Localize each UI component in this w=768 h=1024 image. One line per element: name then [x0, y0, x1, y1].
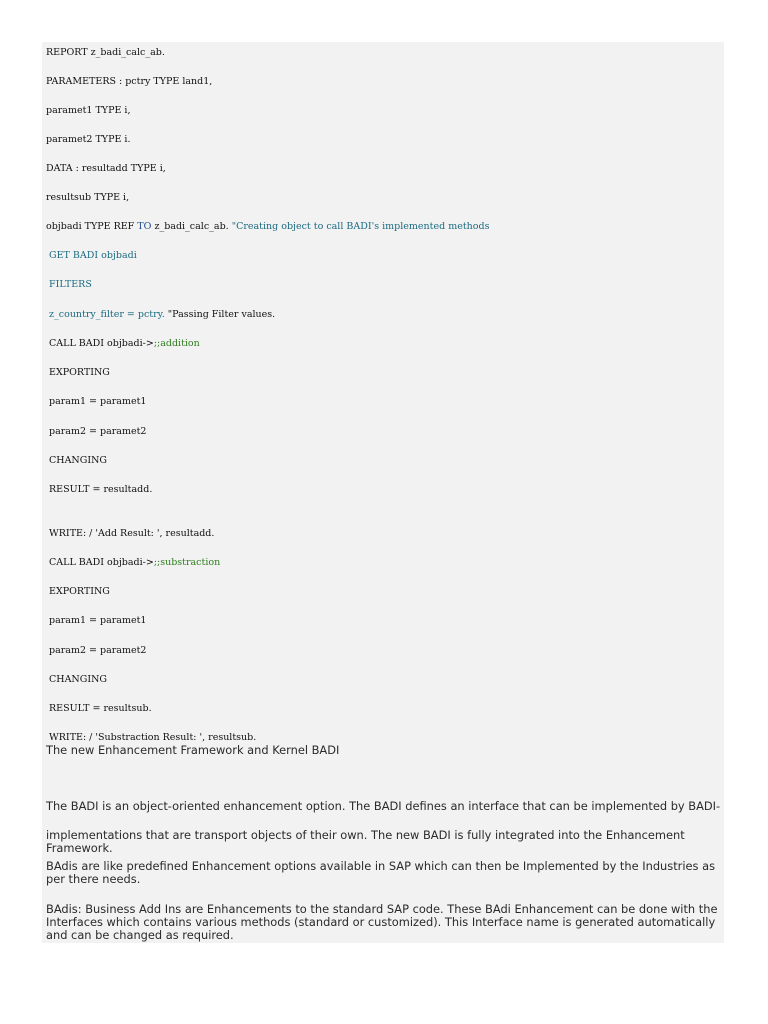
code-line-write-sub: WRITE: / 'Substraction Result: ', resultsub.: [46, 732, 257, 743]
prose-section: [42, 743, 724, 943]
code-line-get-badi: GET BADI objbadi: [46, 250, 137, 261]
section-heading: The new Enhancement Framework and Kernel BADI: [46, 743, 340, 757]
code-call-badi: CALL BADI objbadi->: [46, 338, 154, 349]
code-line-data: DATA : resultadd TYPE i,: [46, 163, 166, 174]
abap-code-block: [42, 42, 724, 743]
code-line-filters: FILTERS: [46, 279, 92, 290]
code-line-report: REPORT z_badi_calc_ab.: [46, 47, 165, 58]
paragraph-badi-implementations: implementations that are transport objects of their own. The new BADI is fully integrated into the Enhancement Framework.: [46, 828, 685, 855]
code-filter-assignment: z_country_filter = pctry.: [46, 309, 168, 320]
code-method-substraction: ;;substraction: [153, 557, 221, 568]
code-method-addition: ;;addition: [153, 338, 200, 349]
code-call-badi: CALL BADI objbadi->: [46, 557, 154, 568]
code-line-param1: param1 = paramet1: [46, 396, 147, 407]
code-line-country-filter: [46, 309, 275, 321]
code-line-call-badi-addition: [46, 338, 200, 350]
code-comment-creating-object: "Creating object to call BADI's implemented methods: [231, 221, 490, 232]
paragraph-badi-options: BAdis are like predefined Enhancement options available in SAP which can then be Implemented by the Industries as per there needs.: [46, 859, 716, 886]
code-line-exporting: EXPORTING: [46, 586, 110, 597]
code-line-paramet2: paramet2 TYPE i.: [46, 134, 131, 145]
code-line-objbadi: [46, 221, 489, 233]
paragraph-badi-definition: The BADI is an object-oriented enhancement option. The BADI defines an interface that can be implemented by BADI-: [46, 799, 721, 813]
code-line-paramet1: paramet1 TYPE i,: [46, 105, 131, 116]
code-objbadi-class: z_badi_calc_ab.: [151, 221, 232, 232]
code-line-exporting: EXPORTING: [46, 367, 110, 378]
code-line-changing: CHANGING: [46, 455, 107, 466]
code-line-call-badi-substraction: [46, 557, 220, 569]
code-line-param2: param2 = paramet2: [46, 426, 147, 437]
code-line-parameters: PARAMETERS : pctry TYPE land1,: [46, 76, 213, 87]
code-objbadi-type: objbadi TYPE REF: [46, 221, 138, 232]
paragraph-badi-business-add-ins: BAdis: Business Add Ins are Enhancements to the standard SAP code. These BAdi Enhancement can be done with the Interfaces which contains various methods (standard or customized). This Interface name is generated automatically and can be changed as required.: [46, 902, 718, 942]
code-line-resultsub: resultsub TYPE i,: [46, 192, 130, 203]
code-comment-passing-filter: "Passing Filter values.: [167, 309, 276, 320]
code-line-result-add: RESULT = resultadd.: [46, 484, 153, 495]
code-line-param1: param1 = paramet1: [46, 615, 147, 626]
code-keyword-to: TO: [137, 221, 152, 232]
code-line-changing: CHANGING: [46, 674, 107, 685]
code-line-result-sub: RESULT = resultsub.: [46, 703, 152, 714]
code-line-write-add: WRITE: / 'Add Result: ', resultadd.: [46, 528, 215, 539]
code-line-param2: param2 = paramet2: [46, 645, 147, 656]
